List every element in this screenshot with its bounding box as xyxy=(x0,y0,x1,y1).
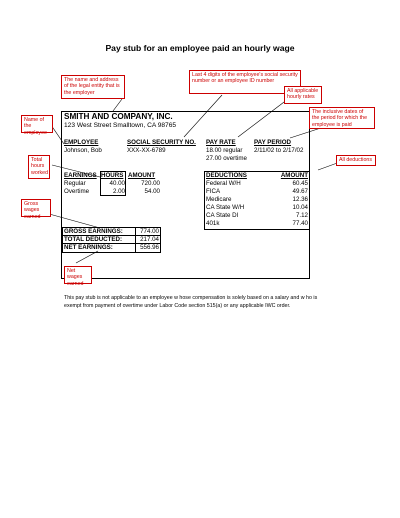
earnings-row-label: Overtime xyxy=(64,188,90,195)
connector-legal-entity xyxy=(113,99,122,111)
total-deducted-amount: 217.04 xyxy=(140,236,159,243)
gross-earnings-amount: 774.00 xyxy=(140,228,159,235)
earnings-row-amount: 54.00 xyxy=(144,188,160,195)
note-period-dates: The inclusive dates of the period for which the employee is paid xyxy=(309,107,375,129)
deductions-amount-header: AMOUNT xyxy=(280,172,308,179)
note-gross-wages: Gross wages earned xyxy=(21,199,51,217)
earnings-row-hours: 2.00 xyxy=(112,188,125,195)
deduction-amount: 10.04 xyxy=(292,204,308,211)
deduction-amount: 12.36 xyxy=(292,196,308,203)
page-title: Pay stub for an employee paid an hourly wage xyxy=(105,43,295,53)
note-legal-entity: The name and address of the legal entity that is the employer xyxy=(61,75,125,99)
deduction-amount: 77.40 xyxy=(292,220,308,227)
total-deducted-label: TOTAL DEDUCTED: xyxy=(64,236,123,243)
deduction-amount: 60.45 xyxy=(292,180,308,187)
deduction-label: CA State W/H xyxy=(206,204,245,211)
deduction-label: CA State DI xyxy=(206,212,239,219)
net-earnings-label: NET EARNINGS: xyxy=(64,244,113,251)
deduction-amount: 7.12 xyxy=(295,212,308,219)
note-ssn-digits: Last 4 digits of the employee's social security number or an employee ID number xyxy=(189,70,301,94)
deduction-label: Medicare xyxy=(206,196,232,203)
note-all-deductions: All deductions xyxy=(336,155,376,166)
pay-period-value: 2/11/02 to 2/17/02 xyxy=(254,147,304,154)
hours-header: HOURS xyxy=(101,172,124,179)
deduction-amount: 49.67 xyxy=(292,188,308,195)
note-employee-name: Name of the employee xyxy=(21,115,53,133)
amount-header: AMOUNT xyxy=(128,172,156,179)
employee-header: EMPLOYEE xyxy=(64,139,99,146)
note-total-hours: Total hours worked xyxy=(28,155,50,179)
pay-period-header: PAY PERIOD xyxy=(254,139,292,146)
deduction-label: FICA xyxy=(206,188,221,195)
employee-name: Johnson, Bob xyxy=(64,147,102,154)
gross-earnings-label: GROSS EARNINGS: xyxy=(64,228,123,235)
deduction-label: 401k xyxy=(206,220,220,227)
footer-disclaimer: This pay stub is not applicable to an employee w hose compensation is solely based on a salary and w ho is exempt from payment of overtime under Labor Code section 515(a) or any applicable IWC order. xyxy=(64,295,318,309)
pay-rate-regular: 18.00 regular xyxy=(206,147,243,154)
pay-rate-overtime: 27.00 overtime xyxy=(206,155,247,162)
company-name: SMITH AND COMPANY, INC. xyxy=(64,112,173,121)
earnings-row-hours: 40.00 xyxy=(109,180,125,187)
deductions-header: DEDUCTIONS xyxy=(206,172,247,179)
ssn-value: XXX-XX-6789 xyxy=(127,147,166,154)
earnings-row-label: Regular xyxy=(64,180,86,187)
earnings-row-amount: 720.00 xyxy=(141,180,160,187)
note-net-wages: Net wages earned xyxy=(64,266,92,284)
net-earnings-amount: 556.96 xyxy=(140,244,159,251)
ssn-header: SOCIAL SECURITY NO. xyxy=(127,139,196,146)
pay-rate-header: PAY RATE xyxy=(206,139,236,146)
note-hourly-rates: All applicable hourly rates xyxy=(284,86,322,104)
earnings-header: EARNINGS xyxy=(64,172,97,179)
company-address: 123 West Street Smalltown, CA 98765 xyxy=(64,122,177,129)
deduction-label: Federal W/H xyxy=(206,180,241,187)
